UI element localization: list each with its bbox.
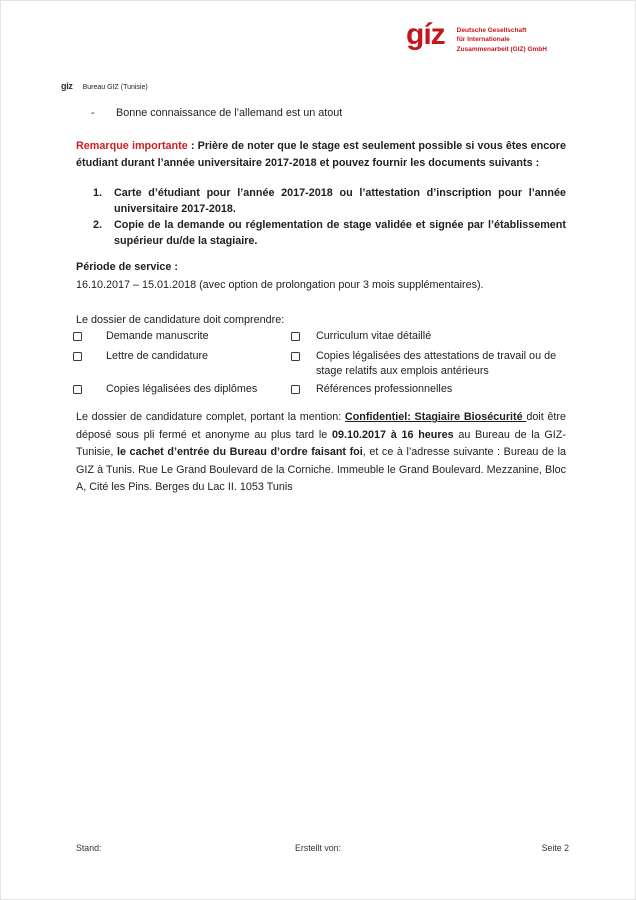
page-header [61,81,148,91]
confidential-mention: Confidentiel: Stagiaire Biosécurité [344,411,527,423]
list-item-text: Copie de la demande ou réglementation de stage validée et signée par l’établissement supérieur du/de la stagiaire. [114,219,566,247]
closing-part1: Le dossier de candidature complet, portant la mention: [76,411,345,423]
checklist-item-label: Demande manuscrite [106,330,209,342]
remark-text: : Prière de noter que le stage est seulement possible si vous êtes encore étudiant durant l’année universitaire 2017-2018 et pouvez fournir les documents suivants : [76,140,567,169]
checklist-item-label: Lettre de candidature [106,349,209,362]
checkbox-icon [73,332,82,341]
closing-part4: , et ce à l’adresse suivante : Bureau de la GIZ à Tunis. Rue Le Grand Boulevard de la Corniche. Immeuble le Grand Boulevard. Mezzanine, Bloc A, Cité les Pins. Berges du Lac II. 1053 Tunis [76,446,566,494]
footer-erstellt-label: Erstellt von: [295,843,341,853]
footer-stand-label: Stand: [76,843,102,853]
list-item [76,185,566,217]
checklist-item-label: Copies légalisées des diplômes [106,382,258,395]
service-period-section [76,259,566,294]
remark-label: Remarque importante [76,140,188,152]
checkbox-icon [291,332,300,341]
list-item-number: 1. [93,187,103,199]
checkbox-icon [291,352,300,361]
checkbox-icon [291,385,300,394]
giz-desc-line-2: für Internationale [456,36,510,44]
service-period-text: 16.10.2017 – 15.01.2018 (avec option de prolongation pour 3 mois supplémentaires). [76,278,484,291]
closing-part2: doit être déposé sous pli fermé et anonyme au plus tard le [76,411,567,441]
checklist-item-label: Curriculum vitae détaillé [316,330,432,342]
required-documents-list [76,185,566,249]
giz-wordmark: gíz [406,18,445,51]
bullet-text: Bonne connaissance de l’allemand est un atout [116,107,343,119]
checklist-item-label: Copies légalisées des attestations de travail ou de stage relatifs aux emplois antérieurs [316,349,557,377]
checkbox-icon [73,385,82,394]
footer-page-number: Seite 2 [541,843,569,853]
submission-paragraph [76,409,566,497]
remark-paragraph [76,138,566,172]
checklist-row [73,382,573,400]
office-name: Bureau GIZ (Tunisie) [82,84,148,91]
service-period-heading: Période de service : [76,261,179,273]
checklist-row [73,329,573,347]
giz-small-mark: giz [61,81,73,91]
checkbox-icon [73,352,82,361]
checklist-row [73,349,573,380]
giz-desc-line-3: Zusammenarbeit (GIZ) GmbH [456,45,547,53]
closing-part3: au Bureau de la GIZ-Tunisie, [76,428,566,459]
dossier-intro: Le dossier de candidature doit comprendre: [76,314,285,326]
list-item [76,217,566,249]
checklist-item-label: Références professionnelles [316,382,453,395]
bullet-dash: - [91,107,95,119]
bullet-line [76,107,566,119]
list-item-number: 2. [93,219,103,231]
giz-logo-description [457,26,547,54]
giz-logo [406,17,547,54]
giz-desc-line-1: Deutsche Gesellschaft [456,27,527,34]
dossier-checklist [73,329,573,401]
cachet-note: le cachet d’entrée du Bureau d’ordre faisant foi [116,446,363,459]
deadline: 09.10.2017 à 16 heures [332,428,454,441]
list-item-text: Carte d’étudiant pour l’année 2017-2018 ou l’attestation d’inscription pour l’année universitaire 2017-2018. [114,187,566,215]
